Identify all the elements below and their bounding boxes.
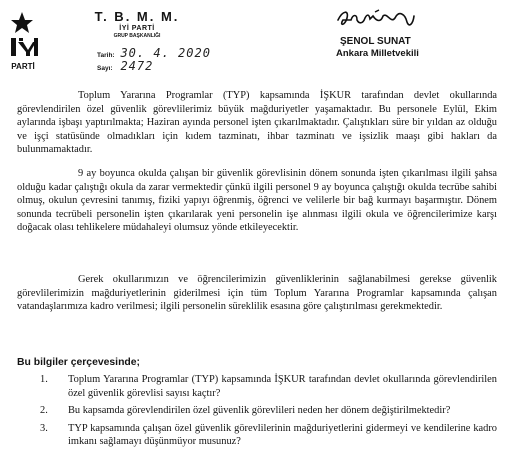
question-item <box>40 373 497 400</box>
question-number: 2. <box>40 405 48 417</box>
questions-heading: Bu bilgiler çerçevesinde; <box>17 357 141 368</box>
star-logo-icon <box>5 10 39 60</box>
signer-block <box>336 36 436 60</box>
questions-list <box>40 373 497 453</box>
question-item <box>40 422 497 449</box>
org-block <box>92 10 182 40</box>
question-number: 3. <box>40 422 48 434</box>
date-value: 30. 4. 2020 <box>120 46 211 60</box>
signer-name: ŞENOL SUNAT <box>340 36 411 47</box>
number-value: 2472 <box>120 59 154 73</box>
letterhead <box>0 0 510 78</box>
question-text: Toplum Yararına Programlar (TYP) kapsamında İŞKUR tarafından devlet okullarında görevlendirilen özel güvenlik görevlisi sayısı kaçtır? <box>68 374 497 399</box>
signature-icon <box>335 6 415 34</box>
org-title: T. B. M. M. <box>94 9 180 24</box>
paragraph-3: Gerek okullarımızın ve öğrencilerimizin güvenliklerinin sağlanabilmesi gerekse güvenlik görevlilerimizin mağduriyetlerinin giderilmesi için tüm Toplum Yararına Programlar kapsamında çalışan vatandaşlarımıza kadro verilmesi; ilgili personelin süreklilik esasına göre çalıştırılması gerekmektedir. <box>17 274 497 313</box>
date-label: Tarih: <box>97 52 115 59</box>
question-item <box>40 404 497 418</box>
paragraph-2: 9 ay boyunca okulda çalışan bir güvenlik görevlisinin dönem sonunda işten çıkarılması ilgili şahsa olduğu kadar çalıştığı okula da zarar vermektedir çünkü ilgili personel 9 ay boyunca çalıştığı okulda tecrübe sahibi olmuş, okulun çevresini tanımış, fiziki yapıyı öğrenmiş, öğrenci ve velilerle bir bağ kurmayı başarmıştır. Dönem sonunda tecrübeli personelin işten çıkarılarak yeni personelin işe alınması ilgili okula ve öğrencilerimize karşı doğacak olası tehlikelere müdahaleyi olumsuz yönde etkileyecektir. <box>17 168 497 234</box>
question-text: TYP kapsamında çalışan özel güvenlik görevlilerinin mağduriyetlerini gidermeyi ve kendilerine kadro imkanı sağlamayı düşünmüyor musunuz? <box>68 422 497 448</box>
paragraph-1: Toplum Yararına Programlar (TYP) kapsamında İŞKUR tarafından devlet okullarında görevlendirilen özel güvenlik görevlilerimiz büyük mağduriyetler yaşamaktadır. Bu personele Eylül, Ekim aylarında işbaşı yaptırılmakta; Haziran ayında personel işten çıkarılmaktadır. Çalıştıkları süre bir yıldan az olduğu ve işçi statüsünde olmadıkları için kıdem tazminatı, ihbar tazminatı ve işsizlik maaşı gibi hakları da bulunmamaktadır. <box>17 90 497 156</box>
logo-caption: PARTİ <box>11 62 35 71</box>
number-row <box>97 57 153 75</box>
signer-title: Ankara Milletvekili <box>336 48 419 59</box>
question-text: Bu kapsamda görevlendirilen özel güvenlik görevlileri neden her dönem değiştirilmektedir? <box>68 405 451 417</box>
party-logo <box>5 10 39 72</box>
question-number: 1. <box>40 374 48 385</box>
org-party: İYİ PARTİ <box>119 25 155 32</box>
org-group: GRUP BAŞKANLIĞI <box>113 33 161 39</box>
number-label: Sayı: <box>97 65 113 72</box>
handwritten-signature <box>335 6 415 34</box>
